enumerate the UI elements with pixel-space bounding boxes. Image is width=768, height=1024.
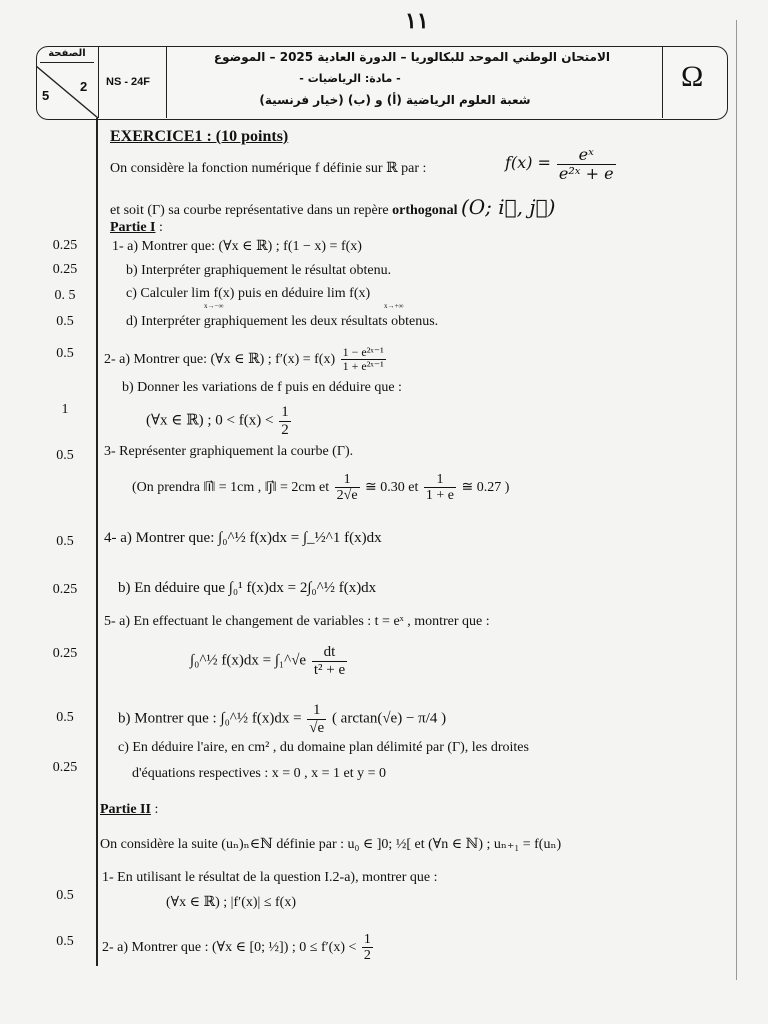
q3-approx-2: ≅ 0.27 )	[461, 480, 510, 496]
q2a-numerator: 1 − e²ˣ⁻¹	[342, 345, 384, 359]
mark-3: 0.5	[56, 448, 74, 463]
header-line-3: شعبة العلوم الرياضية (أ) و (ب) (خيار فرنسية)	[259, 93, 531, 107]
right-edge	[736, 20, 737, 980]
mark-4a: 0.5	[56, 534, 74, 549]
q5a-numerator: dt	[312, 644, 347, 662]
mark-1c: 0. 5	[54, 288, 76, 303]
mark-2b: 1	[61, 402, 69, 417]
q5a-denominator: t² + e	[313, 661, 346, 678]
margin-rule	[96, 118, 98, 966]
intro-2-bold: orthogonal	[392, 203, 458, 218]
question-4a: 4- a) Montrer que: ∫₀^½ f(x)dx = ∫_½^1 f(x)dx	[104, 530, 382, 546]
q3-frac2-num: 1	[424, 472, 456, 488]
page-number: 2	[80, 79, 88, 94]
question-1b: b) Interpréter graphiquement le résultat obtenu.	[126, 263, 392, 278]
q3-frac1-den: 2√e	[336, 488, 358, 504]
mark-4b: 0.25	[52, 582, 78, 597]
question-5c-line1: c) En déduire l'aire, en cm² , du domaine plan délimité par (Γ), les droites	[118, 740, 529, 755]
question-5a: 5- a) En effectuant le changement de variables : t = eˣ , montrer que :	[104, 614, 490, 629]
omega-logo: Ω	[681, 60, 704, 93]
question-1a: 1- a) Montrer que: (∀x ∈ ℝ) ; f(1 − x) = f(x)	[112, 239, 362, 254]
mark-p2-1: 0.5	[56, 888, 74, 903]
limit-subscript-2: x→+∞	[384, 302, 404, 310]
top-mark: ١١	[405, 8, 429, 33]
header-line-1: الامتحان الوطني الموحد للبكالوريا – الدورة العادية 2025 – الموضوع	[213, 50, 610, 64]
mark-2a: 0.5	[56, 346, 74, 361]
part-2-question-1: 1- En utilisant le résultat de la question I.2-a), montrer que :	[102, 870, 438, 885]
intro-2-text: et soit (Γ) sa courbe représentative dans un repère	[110, 203, 389, 218]
code-box	[98, 46, 167, 118]
question-1c: c) Calculer lim f(x) puis en déduire lim f(x)	[126, 286, 371, 301]
mark-5b: 0.5	[56, 710, 74, 725]
question-5c-line2: d'équations respectives : x = 0 , x = 1 et y = 0	[132, 766, 387, 781]
part-1-title: Partie I	[110, 220, 156, 235]
question-3: 3- Représenter graphiquement la courbe (Γ).	[104, 444, 354, 459]
p2q2-numerator: 1	[363, 932, 371, 947]
intro-line-1: On considère la fonction numérique f définie sur ℝ par :	[110, 161, 427, 176]
mark-5a: 0.25	[52, 646, 78, 661]
mark-1a: 0.25	[52, 238, 78, 253]
q3-frac1-num: 1	[335, 472, 360, 488]
q2b-ineq-text: (∀x ∈ ℝ) ; 0 < f(x) <	[146, 412, 274, 429]
question-5a-equation	[190, 644, 349, 678]
question-5b	[118, 702, 446, 736]
question-2b-inequality	[146, 404, 293, 438]
q5b-denominator: √e	[309, 719, 325, 736]
q2a-denominator: 1 + e²ˣ⁻¹	[342, 359, 384, 374]
part-2-heading	[100, 802, 158, 818]
intro-line-2	[110, 195, 555, 219]
q2b-numerator: 1	[281, 404, 289, 420]
q3-approx-1: ≅ 0.30 et	[365, 480, 419, 496]
page-total: 5	[42, 88, 50, 103]
fdef-denominator: e²ˣ + e	[558, 163, 614, 183]
limit-subscript-1: x→−∞	[204, 302, 224, 310]
q5a-eq-text: ∫₀^½ f(x)dx = ∫₁^√e	[190, 652, 307, 669]
exercise-title: EXERCICE1 : (10 points)	[110, 128, 289, 145]
part-1-colon: :	[155, 220, 163, 235]
mark-1b: 0.25	[52, 262, 78, 277]
fdef-lhs: f(x) =	[505, 152, 551, 172]
part-2-colon: :	[150, 802, 159, 817]
p2q2-denominator: 2	[363, 948, 371, 964]
page-word: الصفحة	[40, 48, 94, 63]
q5b-text: b) Montrer que : ∫₀^½ f(x)dx =	[118, 710, 302, 727]
fdef-numerator: eˣ	[557, 146, 616, 165]
mark-5c: 0.25	[52, 760, 78, 775]
function-definition	[505, 146, 618, 182]
page-number-box	[36, 46, 99, 118]
part-2-title: Partie II	[100, 802, 151, 817]
question-2a-text: 2- a) Montrer que: (∀x ∈ ℝ) ; f′(x) = f(x)	[104, 351, 336, 367]
logo-box	[662, 46, 727, 118]
exam-code: NS - 24F	[106, 76, 151, 88]
mark-p2-2a: 0.5	[56, 934, 74, 949]
question-1d: d) Interpréter graphiquement les deux résultats obtenus.	[126, 314, 439, 329]
q3-frac2-den: 1 + e	[425, 488, 454, 504]
q2b-denominator: 2	[281, 421, 289, 438]
part-2-question-2a	[102, 932, 375, 964]
q3-hint-text: (On prendra ‖i⃗‖ = 1cm , ‖j⃗‖ = 2cm et	[132, 480, 330, 496]
frame-notation: (O; i⃗, j⃗)	[460, 195, 556, 219]
q5b-tail: ( arctan(√e) − π/4 )	[331, 710, 447, 727]
mark-1d: 0.5	[56, 314, 74, 329]
part-2-question-1-eq: (∀x ∈ ℝ) ; |f′(x)| ≤ f(x)	[166, 895, 296, 910]
part-1-heading	[110, 220, 163, 236]
question-2b: b) Donner les variations de f puis en déduire que :	[122, 380, 402, 395]
p2q2-text: 2- a) Montrer que : (∀x ∈ [0; ½]) ; 0 ≤ f′(x) <	[102, 940, 357, 956]
question-4b: b) En déduire que ∫₀¹ f(x)dx = 2∫₀^½ f(x)dx	[118, 580, 377, 596]
question-3-hint	[132, 472, 509, 504]
q5b-numerator: 1	[307, 702, 326, 720]
part-2-intro: On considère la suite (uₙ)ₙ∈ℕ définie par : u₀ ∈ ]0; ½[ et (∀n ∈ ℕ) ; uₙ₊₁ = f(uₙ)	[100, 837, 562, 852]
question-2a	[104, 346, 388, 373]
header-line-2: - مادة: الرياضيات -	[299, 72, 401, 85]
